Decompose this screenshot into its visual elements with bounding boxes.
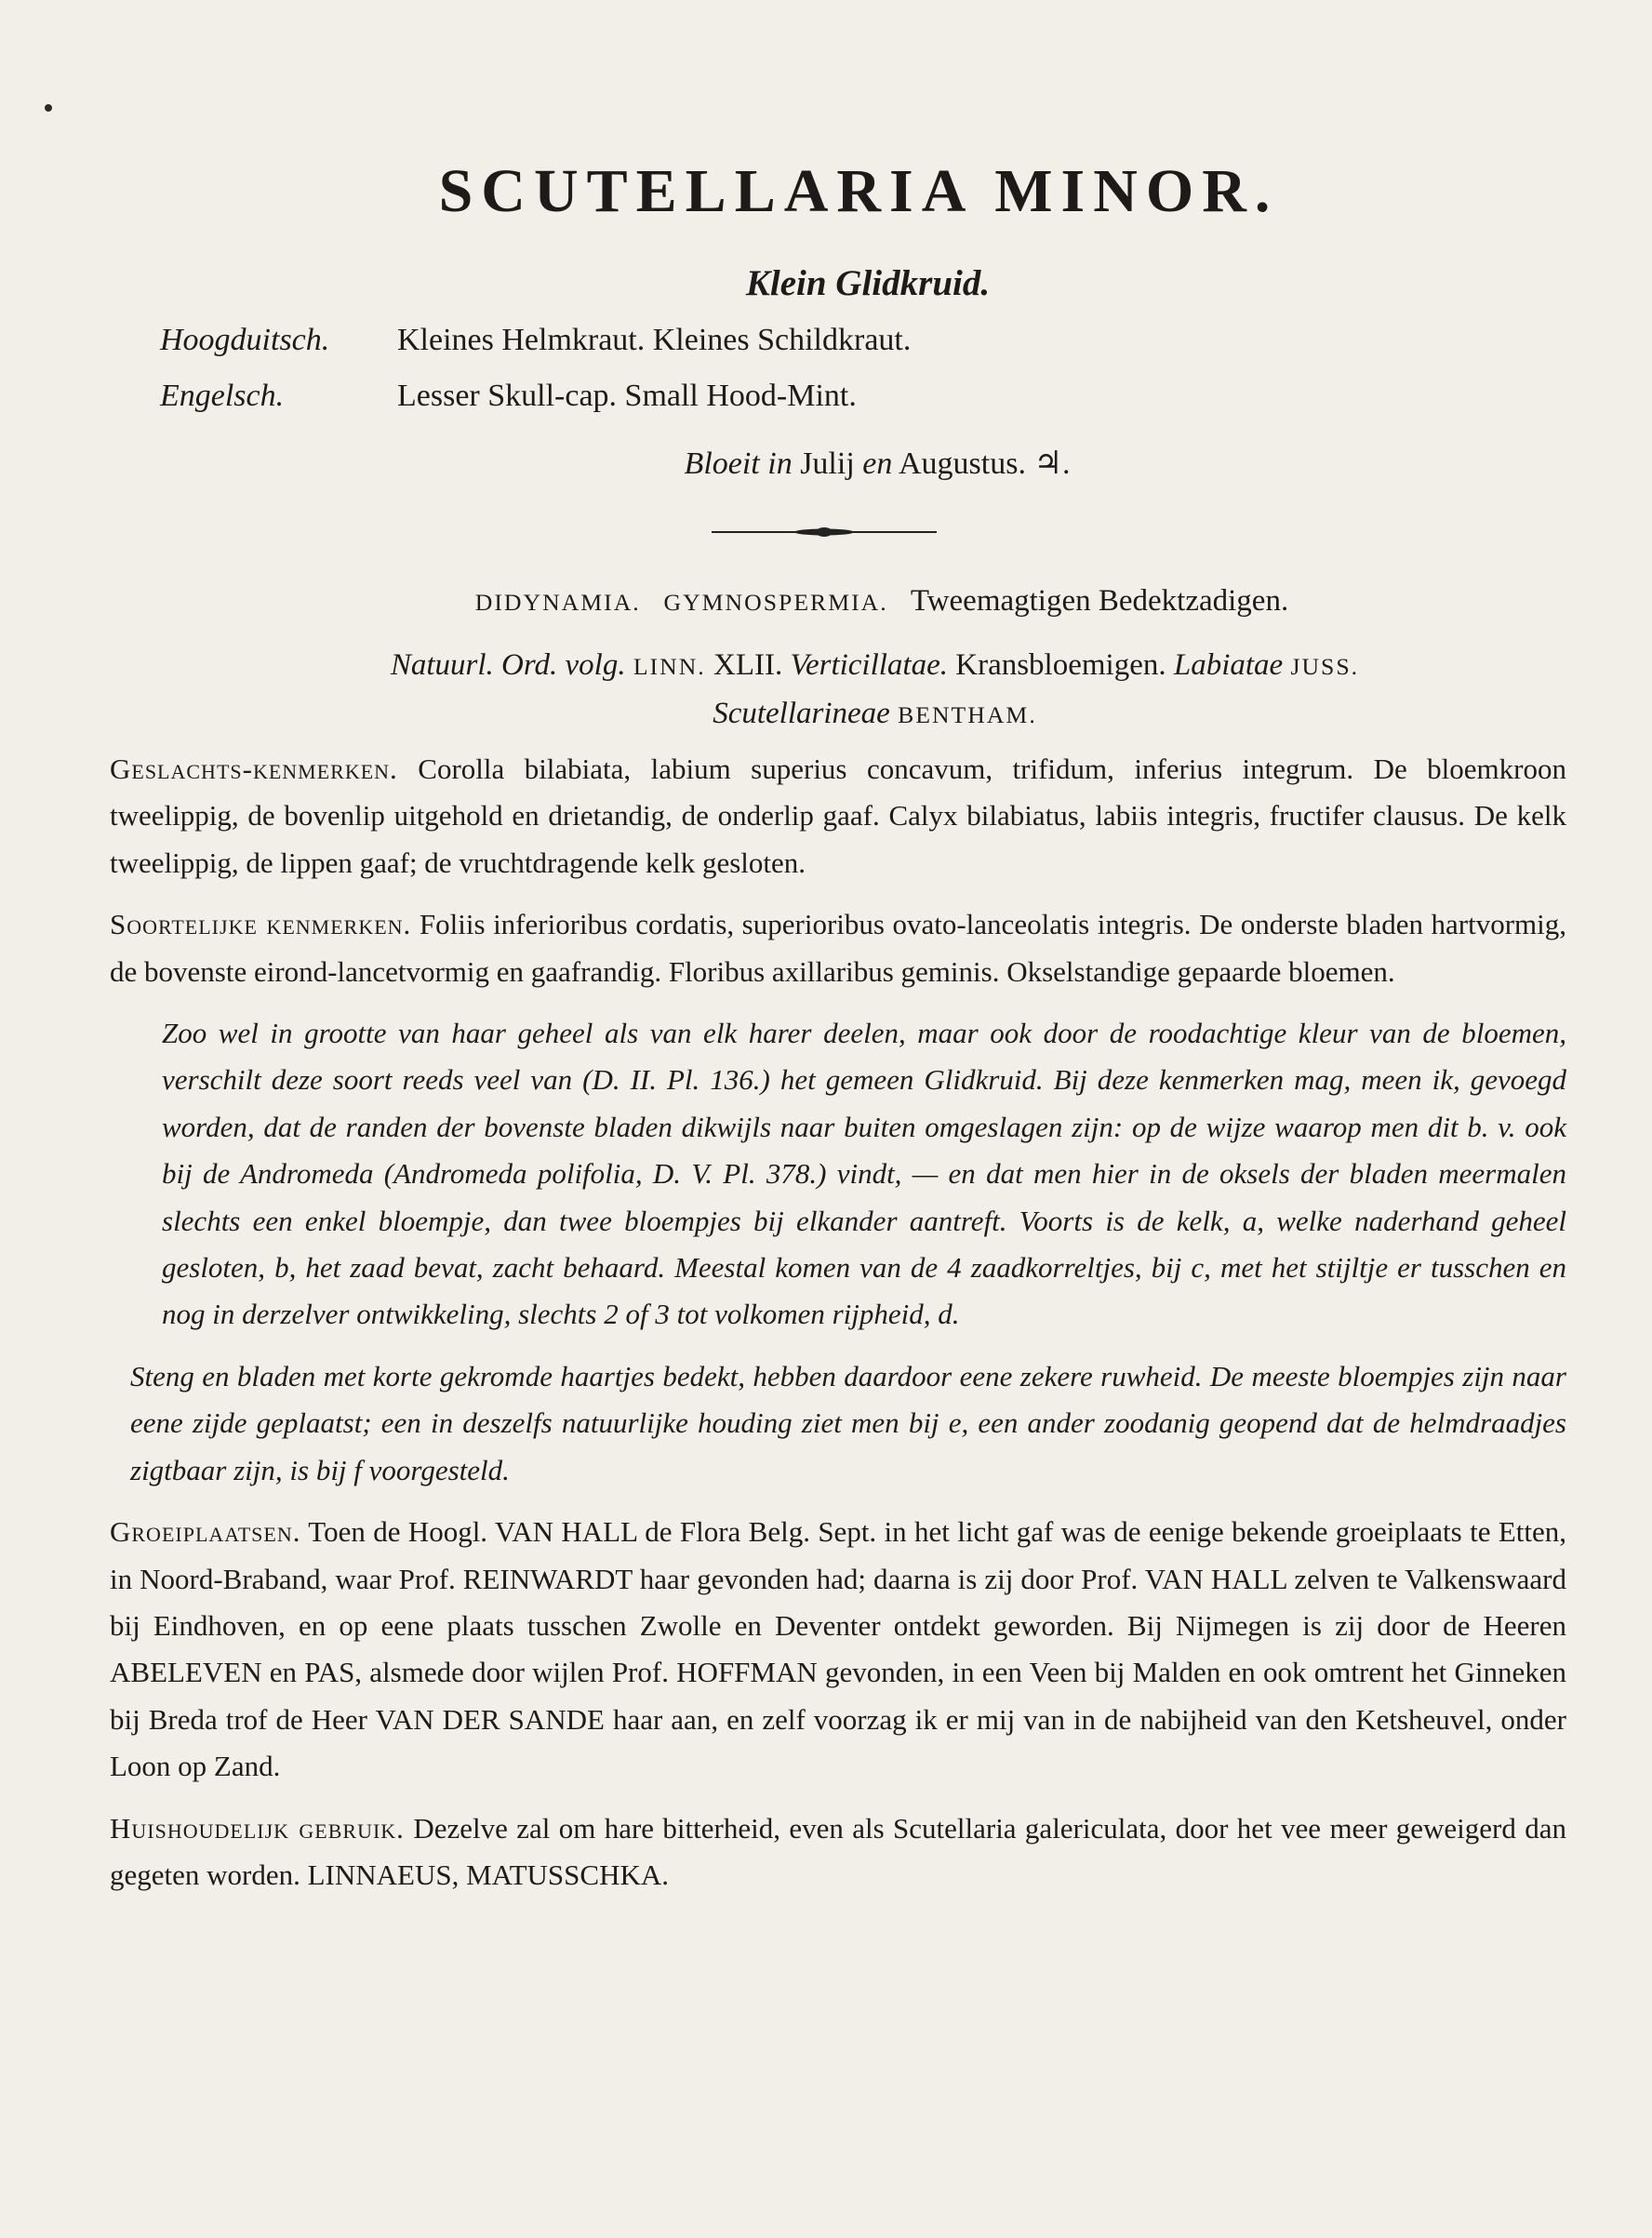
section-text: Corolla bilabiata, labium superius concavum, trifidum, inferius integrum. De bloemkroon tweelippig, de bovenlip uitgehold en drietandig, de onderlip gaaf. Calyx bilabiatus, labiis integris, fructifer clausus. De kelk tweelippig, de lippen gaaf; de vruchtdragende kelk gesloten. bbox=[110, 753, 1566, 879]
bloom-month1: Julij bbox=[800, 446, 855, 481]
page-title: SCUTELLARIA MINOR. bbox=[438, 157, 1279, 225]
section-text: Dezelve zal om hare bitterheid, even als Scutellaria galericulata, door het vee meer geweigerd dan gegeten worden. LINNAEUS, MATUSSCHKA. bbox=[110, 1811, 1566, 1891]
natural-order-label: Natuurl. Ord. volg. bbox=[390, 648, 626, 682]
genus-characters bbox=[110, 746, 1566, 886]
dutch-name: Klein Glidkruid. bbox=[745, 263, 991, 303]
description-paragraph-2: Steng en bladen met korte gekromde haartjes bedekt, hebben daardoor eene zekere ruwheid. De meeste bloempjes zijn naar eene zijde geplaatst; een in deszelfs natuurlijke houding ziet men bij e, een ander zoodanig geopend dat de helmdraadjes zigtbaar zijn, is bij f voorgesteld. bbox=[130, 1359, 1566, 1486]
order-name: GYMNOSPERMIA. bbox=[663, 589, 888, 616]
language-label: Engelsch. bbox=[160, 379, 285, 413]
habitats bbox=[110, 1509, 1566, 1790]
section-text: Foliis inferioribus cordatis, superioribus ovato-lanceolatis integris. De onderste bladen hartvormig, de bovenste eirond-lancetvormig en gaafrandig. Floribus axillaribus geminis. Okselstandige gepaarde bloemen. bbox=[110, 908, 1567, 988]
vernacular-text: Lesser Skull-cap. Small Hood-Mint. bbox=[397, 379, 857, 413]
natural-order bbox=[237, 642, 1512, 739]
family-verticillatae: Verticillatae. bbox=[790, 648, 948, 682]
bloom-prefix: Bloeit in bbox=[684, 446, 793, 481]
perennial-symbol: ♃. bbox=[1033, 446, 1071, 481]
species-characters bbox=[110, 901, 1566, 995]
ink-dot bbox=[45, 104, 52, 112]
family-dutch: Kransbloemigen. bbox=[955, 648, 1166, 682]
order-number: XLII. bbox=[713, 648, 783, 682]
bloom-conj: en bbox=[862, 446, 893, 481]
ornamental-rule bbox=[712, 526, 937, 538]
vernacular-text: Kleines Helmkraut. Kleines Schildkraut. bbox=[397, 323, 912, 357]
section-text: Toen de Hoogl. VAN HALL de Flora Belg. Sept. in het licht gaf was de eenige bekende groeiplaats te Etten, in Noord-Braband, waar Prof. REINWARDT haar gevonden had; daarna is zij door Prof. VAN HALL zelven te Valkenswaard bij Eindhoven, en op eene plaats tusschen Zwolle en Deventer ontdekt geworden. Bij Nijmegen is zij door de Heeren ABELEVEN en PAS, alsmede door wijlen Prof. HOFFMAN gevonden, in een Veen bij Malden en ook omtrent het Ginneken bij Breda trof de Heer VAN DER SANDE haar aan, en zelf voorzag ik er mij van in de nabijheid van den Ketsheuvel, onder Loon op Zand. bbox=[110, 1515, 1566, 1783]
section-heading: Geslachts-kenmerken. bbox=[110, 753, 398, 785]
family-labiatae: Labiatae bbox=[1173, 648, 1284, 682]
classification-dutch: Tweemagtigen Bedektzadigen. bbox=[910, 584, 1289, 618]
linn-abbrev: LINN. bbox=[633, 653, 706, 680]
juss-abbrev: JUSS. bbox=[1290, 653, 1360, 680]
household-use bbox=[110, 1805, 1566, 1899]
linnaean-classification bbox=[0, 584, 1652, 619]
bloom-period bbox=[0, 445, 1652, 482]
section-heading: Huishoudelijk gebruik. bbox=[110, 1811, 405, 1845]
vernacular-names bbox=[160, 313, 911, 424]
main-text bbox=[110, 746, 1566, 1913]
section-heading: Groeiplaatsen. bbox=[110, 1515, 301, 1549]
bentham-abbrev: BENTHAM. bbox=[898, 701, 1037, 728]
bloom-month2: Augustus. bbox=[899, 446, 1026, 481]
vernacular-row-english bbox=[160, 368, 911, 424]
description-paragraph-1: Zoo wel in grootte van haar geheel als van elk harer deelen, maar ook door de roodachtige kleur van de bloemen, verschilt deze soort reeds veel van (D. II. Pl. 136.) het gemeen Glidkruid. Bij deze kenmerken mag, meen ik, gevoegd worden, dat de randen der bovenste bladen dikwijls naar buiten omgeslagen zijn: op de wijze waarop men dit b. v. ook bij de Andromeda (Andromeda polifolia, D. V. Pl. 378.) vindt, — en dat men hier in de oksels der bladen meermalen slechts een enkel bloempje, dan twee bloempjes bij elkander aantreft. Voorts is de kelk, a, welke naderhand geheel gesloten, b, het zaad bevat, zacht behaard. Meestal komen van de 4 zaadkorreltjes, bij c, met het stijltje er tusschen en nog in derzelver ontwikkeling, slechts 2 of 3 tot volkomen rijpheid, d. bbox=[162, 1017, 1566, 1331]
section-heading: Soortelijke kenmerken. bbox=[110, 908, 412, 941]
vernacular-row-german bbox=[160, 313, 911, 368]
tribe-name: Scutellarineae bbox=[713, 697, 890, 730]
class-name: DIDYNAMIA. bbox=[474, 589, 641, 616]
language-label: Hoogduitsch. bbox=[160, 323, 330, 357]
